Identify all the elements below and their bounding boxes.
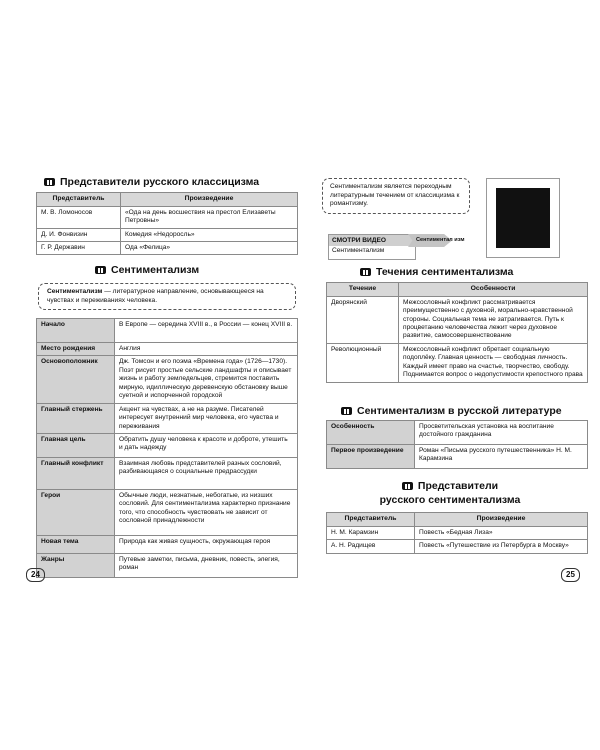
column-header: Представитель [37,193,121,207]
row-value-cell: Повесть «Бедная Лиза» [415,526,588,539]
definition-term: Сентиментализм [47,288,103,295]
row-label-cell: Место рождения [37,343,115,356]
table-row [37,403,298,433]
row-label-cell: Д. И. Фонвизин [37,228,121,241]
row-value-cell: Обычные люди, незнатные, небогатые, из низших сословий. Для сентиментализма характерно признание того, что способность чувствовать не зависит от сословной принадлежности [115,489,298,535]
table-row [37,228,298,241]
right-page [300,0,600,750]
section-heading-representatives [300,479,600,507]
table-row [37,343,298,356]
table-row [327,540,588,553]
table-row [37,433,298,457]
row-value-cell: Обратить душу человека к красоте и доброте, утешить и дать надежду [115,433,298,457]
row-label-cell: Первое произведение [327,445,415,469]
section-title: Сентиментализм в русской литературе [357,405,562,417]
table-row [37,319,298,343]
table-row [37,535,298,553]
table-header-row [327,283,588,297]
row-label-cell: А. Н. Радищев [327,540,415,553]
row-label-cell: Главный стержень [37,403,115,433]
row-label-cell: Герои [37,489,115,535]
page-number: 24 [26,568,45,582]
chapter-marker-icon [402,482,413,490]
table-row [327,421,588,445]
row-value-cell: Межсословный конфликт обретает социальную подоплёку. Главная ценность — свободная личность. Каждый имеет право на счастье, творчество, свободу. Поднимается вопрос о недопустимости крепостного права [399,343,588,382]
table-row [37,242,298,255]
section-title-line1: Представители [417,480,499,492]
row-value-cell: Повесть «Путешествие из Петербурга в Москву» [415,540,588,553]
section-heading-russian-literature [341,405,562,417]
row-value-cell: Ода «Фелица» [121,242,298,255]
row-label-cell: М. В. Ломоносов [37,206,121,228]
column-header: Произведение [415,513,588,527]
video-caption: Сентиментализм [332,247,385,254]
row-value-cell: Акцент на чувствах, а не на разуме. Писателей интересует внутренний мир человека, его чувства и переживания [115,403,298,433]
section-title: Представители русского классицизма [60,176,260,188]
table-row [327,526,588,539]
chapter-marker-icon [95,266,106,274]
video-arrow-text: Сентиментал изм [416,237,465,243]
video-label: СМОТРИ ВИДЕО [329,235,415,246]
currents-table [326,282,588,383]
column-header: Особенности [399,283,588,297]
row-label-cell: Главный конфликт [37,457,115,489]
video-thumbnail[interactable] [486,178,560,258]
row-value-cell: Природа как живая сущность, окружающая героя [115,535,298,553]
table-row [327,296,588,343]
definition-box [38,283,296,310]
row-value-cell: Дж. Томсон и его поэма «Времена года» (1726—1730). Поэт рисует простые сельские ландшафты и описывает жизнь и работу земледельцев, стремится поставить мирную, идиллическую деревенскую обстановку выше суетной и испорченной городской [115,356,298,403]
chapter-marker-icon [44,178,55,186]
intro-note-box [322,178,470,214]
row-label-cell: Основоположник [37,356,115,403]
row-value-cell: Межсословный конфликт рассматривается преимущественно с духовной, морально-нравственной стороны. Социальная тема не затрагивается. Путь к процветанию человечества лежит через духовное развитие, самосовершенствование [399,296,588,343]
table-row [37,206,298,228]
table-row [327,343,588,382]
section-heading-currents [360,266,513,278]
section-heading-sentimentalism [95,264,199,276]
row-label-cell: Начало [37,319,115,343]
row-label-cell: Жанры [37,553,115,577]
column-header: Произведение [121,193,298,207]
row-label-cell: Новая тема [37,535,115,553]
table-row [37,457,298,489]
row-label-cell: Особенность [327,421,415,445]
row-label-cell: Н. М. Карамзин [327,526,415,539]
row-label-cell: Г. Р. Державин [37,242,121,255]
page-number: 25 [561,568,580,582]
row-value-cell: В Европе — середина XVIII в., в России — конец XVIII в. [115,319,298,343]
intro-text: Сентиментализм является переходным литературным течением от классицизма к романтизму. [330,183,460,208]
table-header-row [327,513,588,527]
section-title: Сентиментализм [111,264,200,276]
column-header: Представитель [327,513,415,527]
table-row [327,445,588,469]
column-header: Течение [327,283,399,297]
sentimentalism-table [36,318,298,578]
table-row [37,553,298,577]
black-square-image [496,188,550,248]
section-title-line2: русского сентиментализма [379,494,521,506]
row-value-cell: Роман «Письма русского путешественника» Н. М. Карамзина [415,445,588,469]
video-link-box[interactable] [328,234,416,260]
definition-text: — литературное направление, основывающееся на чувствах и переживаниях человека. [47,288,264,304]
row-label-cell: Главная цель [37,433,115,457]
chapter-marker-icon [360,268,371,276]
table-row [37,489,298,535]
row-value-cell: Англия [115,343,298,356]
row-value-cell: Просветительская установка на воспитание достойного гражданина [415,421,588,445]
section-heading-classicism [44,176,259,188]
row-value-cell: Комедия «Недоросль» [121,228,298,241]
row-label-cell: Революционный [327,343,399,382]
chapter-marker-icon [341,407,352,415]
row-value-cell: «Ода на день восшествия на престол Елизаветы Петровны» [121,206,298,228]
section-title: Течения сентиментализма [376,266,514,278]
row-value-cell: Путевые заметки, письма, дневник, повесть, элегия, роман [115,553,298,577]
classicism-table [36,192,298,255]
row-label-cell: Дворянский [327,296,399,343]
table-row [37,356,298,403]
russian-sentimentalism-table [326,420,588,469]
table-header-row [37,193,298,207]
row-value-cell: Взаимная любовь представителей разных сословий, разбивающаяся о социальные предрассудки [115,457,298,489]
representatives-table [326,512,588,554]
